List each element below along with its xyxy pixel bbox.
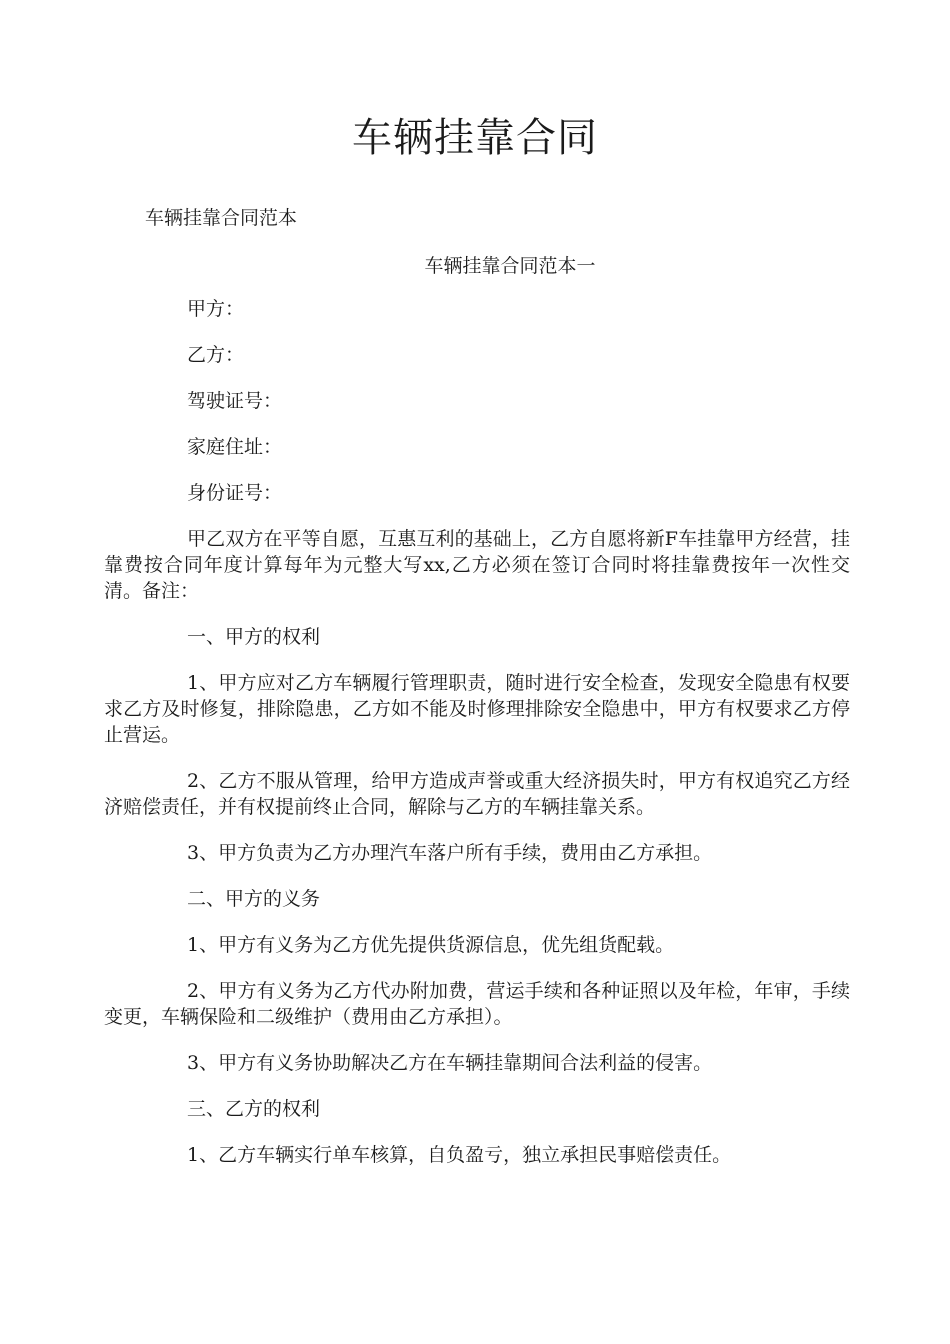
- clause-heading: 一、甲方的权利: [187, 626, 321, 648]
- document-subtitle: 车辆挂靠合同范本: [145, 207, 298, 229]
- section-heading: 车辆挂靠合同范本一: [424, 255, 596, 277]
- driver-license-field: 驾驶证号：: [187, 390, 283, 412]
- clause-item: 1、甲方应对乙方车辆履行管理职责，随时进行安全检查，发现安全隐患有权要求乙方及时修复，排除隐患，乙方如不能及时修理排除安全隐患中，甲方有权要求乙方停止营运。: [104, 672, 850, 746]
- id-number-field: 身份证号：: [187, 482, 283, 504]
- document-body: [104, 296, 850, 1188]
- clause-heading: 二、甲方的义务: [187, 888, 321, 910]
- clause-item: 3、甲方负责为乙方办理汽车落户所有手续，费用由乙方承担。: [187, 842, 713, 864]
- intro-paragraph: 甲乙双方在平等自愿，互惠互利的基础上，乙方自愿将新F车挂靠甲方经营，挂靠费按合同年度计算每年为元整大写xx,乙方必须在签订合同时将挂靠费按年一次性交清。备注：: [104, 528, 850, 602]
- clause-item: 2、甲方有义务为乙方代办附加费，营运手续和各种证照以及年检，年审，手续变更，车辆保险和二级维护（费用由乙方承担）。: [104, 980, 850, 1028]
- document-title: 车辆挂靠合同: [352, 115, 598, 161]
- party-b-field: 乙方：: [187, 344, 245, 366]
- home-address-field: 家庭住址：: [187, 436, 283, 458]
- clause-item: 1、乙方车辆实行单车核算，自负盈亏，独立承担民事赔偿责任。: [187, 1144, 732, 1166]
- clause-item: 1、甲方有义务为乙方优先提供货源信息，优先组货配载。: [187, 934, 675, 956]
- clause-item: 3、甲方有义务协助解决乙方在车辆挂靠期间合法利益的侵害。: [187, 1052, 713, 1074]
- clause-item: 2、乙方不服从管理，给甲方造成声誉或重大经济损失时，甲方有权追究乙方经济赔偿责任，并有权提前终止合同，解除与乙方的车辆挂靠关系。: [104, 770, 850, 818]
- clause-heading: 三、乙方的权利: [187, 1098, 321, 1120]
- party-a-field: 甲方：: [187, 298, 245, 320]
